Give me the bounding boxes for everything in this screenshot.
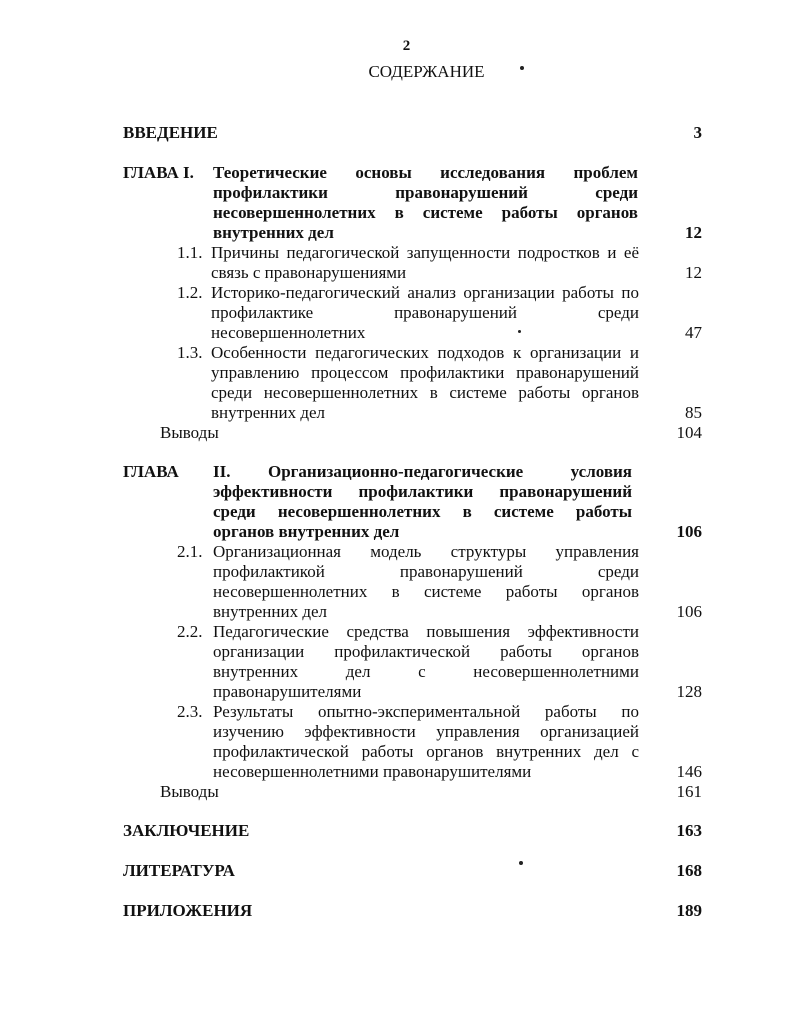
- chapter2-title-line: среди несовершеннолетних в системе работы: [213, 502, 632, 521]
- conclusions-page: 104: [676, 423, 702, 442]
- section-title-line: Педагогические средства повышения эффективности: [213, 622, 639, 641]
- section-number: 1.1.: [177, 243, 203, 262]
- section-title-line: профилактике правонарушений среди: [211, 303, 639, 322]
- conclusion-page: 163: [676, 821, 702, 840]
- section-page: 128: [676, 682, 702, 701]
- section-title-line: связь с правонарушениями: [211, 263, 407, 282]
- section-number: 2.1.: [177, 542, 203, 561]
- section-number: 2.2.: [177, 622, 203, 641]
- section-title-line: управлению процессом профилактики правонарушений: [211, 363, 639, 382]
- appendices-page: 189: [676, 901, 702, 920]
- chapter1-page: 12: [685, 223, 702, 242]
- chapter1-label: ГЛАВА I.: [123, 163, 194, 182]
- scan-speck: [520, 66, 524, 70]
- section-title-line: Причины педагогической запущенности подростков и её: [211, 243, 639, 262]
- literature-label: ЛИТЕРАТУРА: [123, 861, 235, 880]
- chapter2-page: 106: [676, 522, 702, 541]
- section-title-line: внутренних дел: [211, 403, 326, 422]
- chapter2-label: ГЛАВА: [123, 462, 179, 481]
- conclusions-page: 161: [676, 782, 702, 801]
- section-title-line: Результаты опытно-экспериментальной работы по: [213, 702, 639, 721]
- chapter2-title-line: эффективности профилактики правонарушений: [213, 482, 632, 501]
- literature-page: 168: [676, 861, 702, 880]
- chapter2-title-line: Организационно-педагогические условия: [268, 462, 632, 481]
- chapter1-title-line: внутренних дел: [213, 223, 334, 242]
- section-title-line: Организационная модель структуры управления: [213, 542, 639, 561]
- section-title-line: Историко-педагогический анализ организации работы по: [211, 283, 639, 302]
- conclusions-label: Выводы: [160, 423, 219, 442]
- section-title-line: среди несовершеннолетних в системе работы органов: [211, 383, 639, 402]
- chapter1-title-line: профилактики правонарушений среди: [213, 183, 638, 202]
- section-title-line: несовершеннолетних: [211, 323, 366, 342]
- page-number: 2: [402, 38, 411, 54]
- section-title-line: организации профилактической работы органов: [213, 642, 639, 661]
- intro-page: 3: [693, 123, 702, 142]
- section-number: 2.3.: [177, 702, 203, 721]
- conclusions-label: Выводы: [160, 782, 219, 801]
- section-page: 85: [685, 403, 702, 422]
- appendices-label: ПРИЛОЖЕНИЯ: [123, 901, 253, 920]
- section-number: 1.2.: [177, 283, 203, 302]
- section-title-line: изучению эффективности управления организацией: [213, 722, 639, 741]
- chapter1-title-line: несовершеннолетних в системе работы органов: [213, 203, 638, 222]
- scan-speck: [519, 861, 523, 865]
- section-page: 106: [676, 602, 702, 621]
- section-page: 47: [685, 323, 702, 342]
- page-title: СОДЕРЖАНИЕ: [368, 62, 485, 81]
- section-title-line: внутренних дел с несовершеннолетними: [213, 662, 639, 681]
- chapter2-title-line: органов внутренних дел: [213, 522, 400, 541]
- section-page: 12: [685, 263, 702, 282]
- chapter2-numeral: II.: [213, 462, 231, 481]
- section-page: 146: [676, 762, 702, 781]
- scan-speck: [518, 330, 521, 333]
- chapter1-title-line: Теоретические основы исследования проблем: [213, 163, 638, 182]
- section-title-line: правонарушителями: [213, 682, 362, 701]
- conclusion-label: ЗАКЛЮЧЕНИЕ: [123, 821, 250, 840]
- section-title-line: несовершеннолетних в системе работы органов: [213, 582, 639, 601]
- section-title-line: Особенности педагогических подходов к организации и: [211, 343, 639, 362]
- section-title-line: несовершеннолетними правонарушителями: [213, 762, 532, 781]
- section-title-line: профилактической работы органов внутренних дел с: [213, 742, 639, 761]
- section-title-line: профилактикой правонарушений среди: [213, 562, 639, 581]
- section-number: 1.3.: [177, 343, 203, 362]
- intro-label: ВВЕДЕНИЕ: [123, 123, 218, 142]
- section-title-line: внутренних дел: [213, 602, 328, 621]
